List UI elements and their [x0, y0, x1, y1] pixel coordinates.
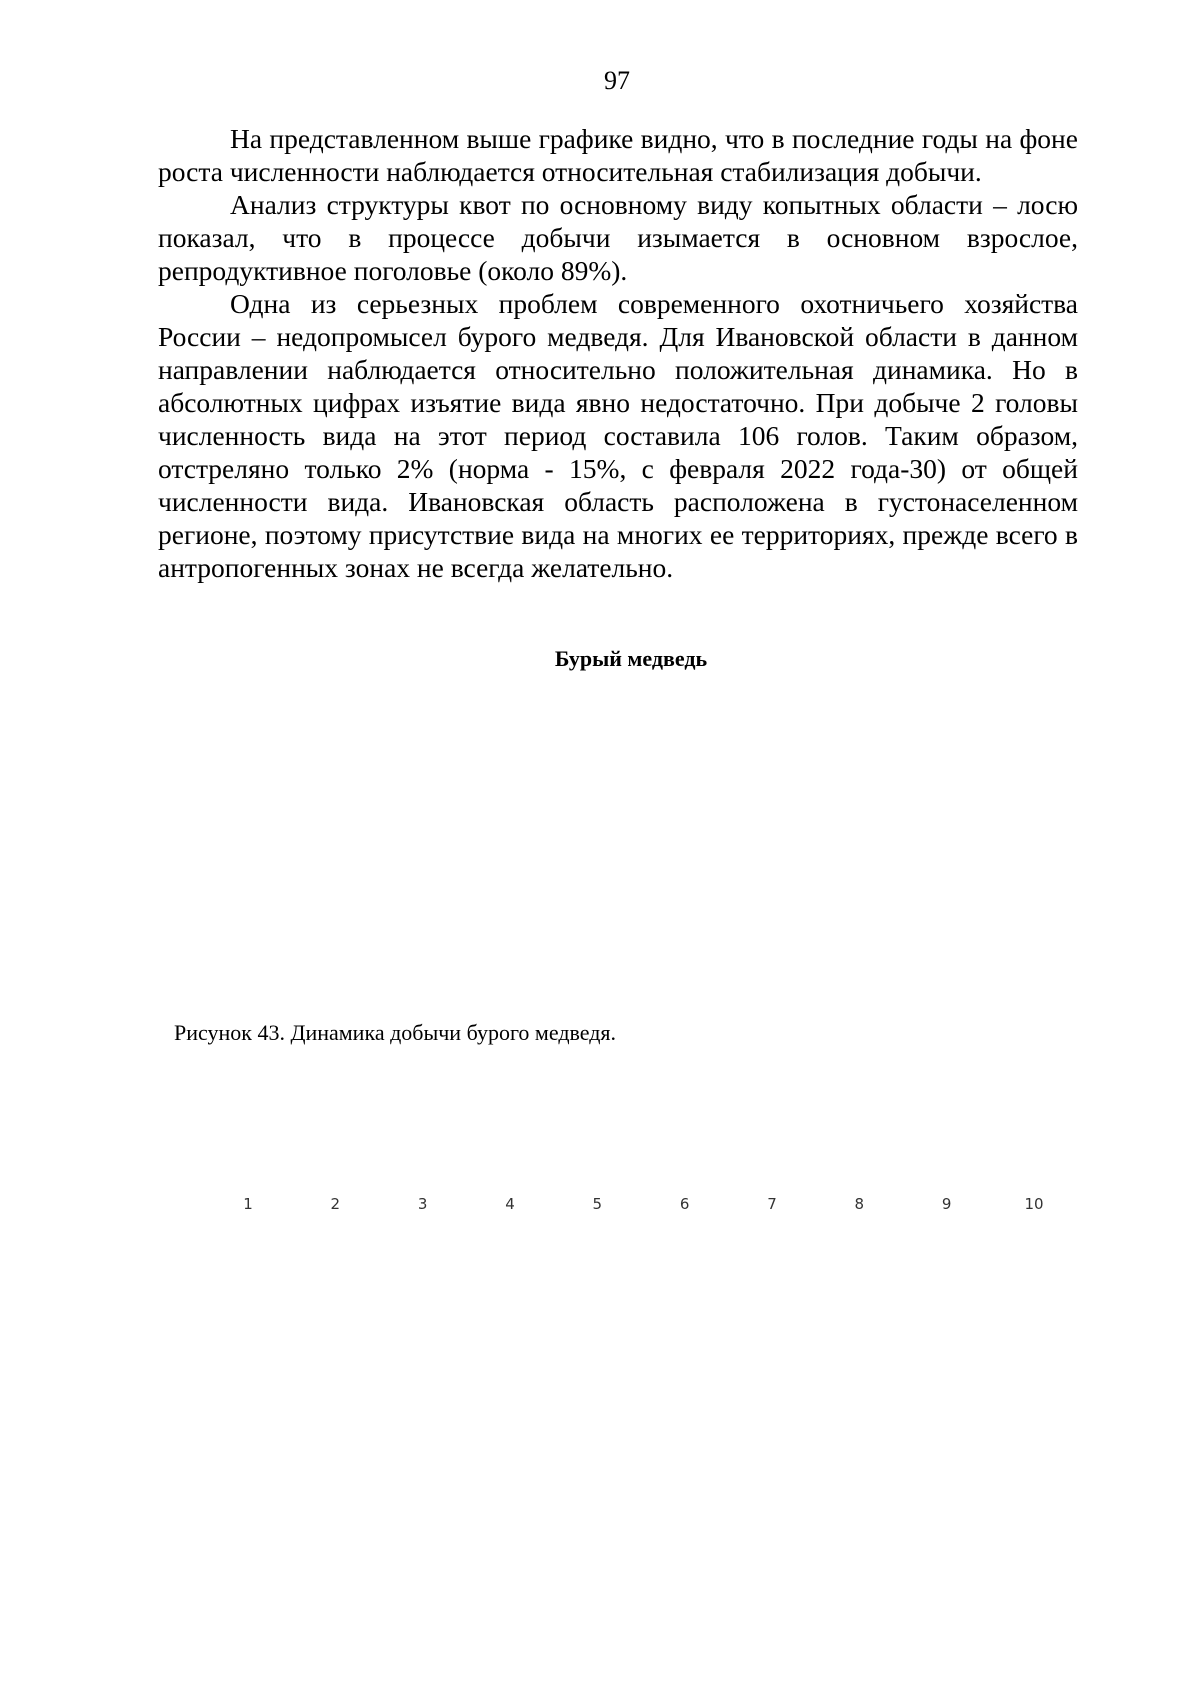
chart-x-axis [0, 1195, 1200, 1225]
x-tick-label: 4 [505, 1195, 515, 1213]
x-tick-label: 10 [1024, 1195, 1044, 1213]
x-tick-label: 5 [592, 1195, 603, 1213]
x-tick-label: 1 [243, 1195, 253, 1213]
x-tick-label: 2 [330, 1195, 341, 1213]
body-text [158, 122, 1078, 584]
paragraph: На представленном выше графике видно, что в последние годы на фоне роста численности наблюдается относительная стабилизация добычи. [158, 123, 1078, 187]
x-tick-label: 9 [941, 1195, 952, 1213]
section-title: Бурый медведь [554, 646, 708, 671]
x-tick-label: 7 [767, 1195, 777, 1213]
x-tick-label: 3 [417, 1195, 428, 1213]
paragraph: Одна из серьезных проблем современного охотничьего хозяйства России – недопромысел бурого медведя. Для Ивановской области в данном направлении наблюдается относительно положительная динамика. Но в абсолютных цифрах изъятие вида явно недостаточно. При добыче 2 головы численность вида на этот период составила 106 голов. Таким образом, отстреляно только 2% (норма - 15%, с февраля 2022 года-30) от общей численности вида. Ивановская область расположена в густонаселенном регионе, поэтому присутствие вида на многих ее территориях, прежде всего в антропогенных зонах не всегда желательно. [158, 288, 1078, 583]
figure-caption: Рисунок 43. Динамика добычи бурого медведя. [174, 1020, 617, 1045]
x-tick-label: 8 [854, 1195, 865, 1213]
page-number: 97 [604, 66, 630, 95]
paragraph: Анализ структуры квот по основному виду копытных области – лосю показал, что в процессе добычи изымается в основном взрослое, репродуктивное поголовье (около 89%). [158, 189, 1078, 286]
x-tick-label: 6 [679, 1195, 690, 1213]
